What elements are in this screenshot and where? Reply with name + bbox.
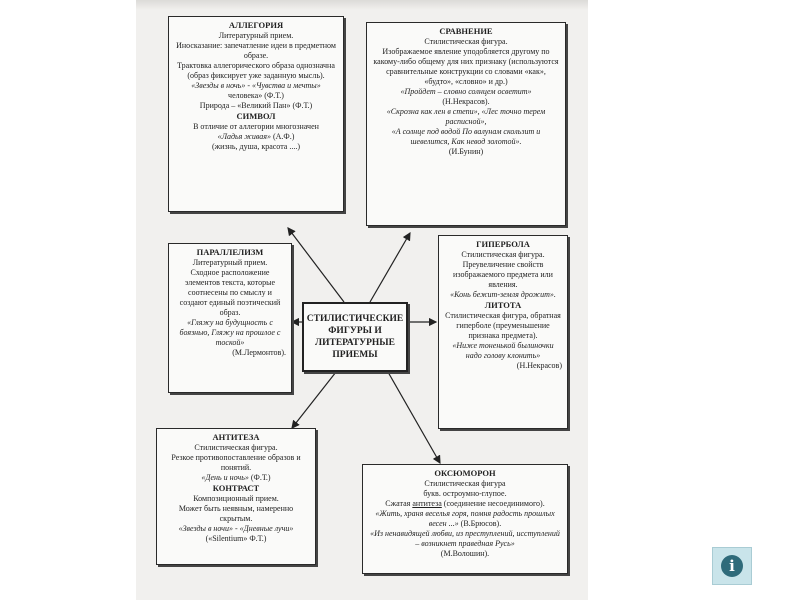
- antithesis-line-1: Стилистическая фигура.: [194, 443, 278, 452]
- parallelism-example: «Гляжу на будущность с боязнью, Гляжу на прошлое с тоской»: [179, 318, 281, 347]
- central-topic-title: СТИЛИСТИЧЕСКИЕ ФИГУРЫ И ЛИТЕРАТУРНЫЕ ПРИЕМЫ: [306, 314, 404, 360]
- arrow-to-antithesis: [292, 372, 336, 428]
- parallelism-line-2: Сходное расположение элементов текста, которые соотнесены по смыслу и создают единый поэтический образ.: [179, 268, 281, 317]
- hyperbole-box: [438, 235, 568, 429]
- symbol-line: В отличие от аллегории многозначен: [193, 122, 319, 131]
- allegory-line-1: Литературный прием.: [218, 31, 294, 40]
- oxymoron-line-3-pre: Сжатая: [385, 499, 413, 508]
- hyperbole-title: ГИПЕРБОЛА: [476, 239, 530, 249]
- antithesis-box: [156, 428, 316, 565]
- hyperbole-example: «Конь бежит-земля дрожит».: [450, 290, 556, 299]
- oxymoron-box: [362, 464, 568, 574]
- hyperbole-line-2: Преувеличение свойств изображаемого предмета или явления.: [453, 260, 553, 289]
- contrast-line-2: Может быть неявным, намеренно скрытым.: [178, 504, 294, 523]
- contrast-example: «Звезды в ночи» - «Дневные лучи»: [178, 524, 294, 533]
- oxymoron-example-1-text: «Жить, храня веселья горя, помня радость прошлых весен ...»: [375, 509, 555, 528]
- info-icon: [721, 555, 743, 577]
- symbol-title: СИМВОЛ: [236, 111, 276, 121]
- comparison-example-1-src: (Н.Некрасов).: [442, 97, 490, 106]
- contrast-title: КОНТРАСТ: [212, 483, 260, 493]
- litotes-title: ЛИТОТА: [484, 300, 522, 310]
- comparison-example-1: «Пройдет – словно солнцем осветит»: [400, 87, 532, 96]
- litotes-line-1: Стилистическая фигура, обратная гиперболе (преуменьшение признака предмета).: [445, 311, 561, 340]
- oxymoron-example-2: «Из ненавидящей любви, из преступлений, исступлений – возникнет праведная Русь»: [370, 529, 560, 548]
- contrast-example-2: («Silentium» Ф.Т.): [205, 534, 267, 543]
- hyperbole-line-1: Стилистическая фигура.: [461, 250, 545, 259]
- antithesis-example-text: «День и ночь»: [201, 473, 249, 482]
- oxymoron-line-2: букв. остроумно-глупое.: [423, 489, 507, 498]
- litotes-example: «Ниже тоненькой былиночки надо голову клонить»: [452, 341, 554, 360]
- allegory-example-1: [174, 81, 338, 91]
- arrow-to-allegory: [288, 228, 344, 302]
- contrast-line-1: Композиционный прием.: [193, 494, 279, 503]
- oxymoron-line-1: Стилистическая фигура: [424, 479, 506, 488]
- allegory-line-2: Иносказание: запечатление идеи в предметном образе.: [176, 41, 336, 60]
- comparison-box: [366, 22, 566, 226]
- arrow-to-oxymoron: [388, 372, 440, 463]
- antithesis-line-2: Резкое противопоставление образов и понятий.: [171, 453, 301, 472]
- comparison-line-2: Изображаемое явление уподобляется другому по какому-либо общему для них признаку (используются сравнительные конструкции со словами «как», «будто», «словно» и др.): [373, 47, 559, 86]
- allegory-example-1b: человека» (Ф.Т.): [228, 91, 284, 100]
- oxymoron-title: ОКСЮМОРОН: [434, 468, 496, 478]
- info-button[interactable]: [712, 547, 752, 585]
- antithesis-example: [162, 473, 310, 483]
- symbol-example-text: «Ладья живая»: [217, 132, 271, 141]
- oxymoron-line-3-post: (соединение несоединимого).: [441, 499, 545, 508]
- parallelism-title: ПАРАЛЛЕЛИЗМ: [196, 247, 264, 257]
- parallelism-box: [168, 243, 292, 393]
- symbol-tail: (жизнь, душа, красота ....): [211, 142, 301, 151]
- allegory-example-1-text: «Звезды в ночь» - «Чувства и мечты»: [191, 81, 321, 90]
- antithesis-example-src: (Ф.Т.): [250, 473, 271, 482]
- arrow-to-comparison: [370, 233, 410, 302]
- litotes-src: (Н.Некрасов): [516, 361, 562, 370]
- comparison-title: СРАВНЕНИЕ: [439, 26, 493, 36]
- oxymoron-example-2-src: (М.Волошин).: [440, 549, 490, 558]
- central-topic-box: [302, 302, 408, 372]
- parallelism-line-1: Литературный прием.: [192, 258, 268, 267]
- info-icon-glyph: i: [729, 557, 735, 575]
- symbol-example-src: (А.Ф.): [272, 132, 295, 141]
- comparison-line-1: Стилистическая фигура.: [424, 37, 508, 46]
- oxymoron-example-1-src: (В.Брюсов).: [460, 519, 502, 528]
- parallelism-example-src: (М.Лермонтов).: [232, 348, 286, 357]
- allegory-title: АЛЛЕГОРИЯ: [228, 20, 284, 30]
- allegory-example-2: Природа – «Великий Пан» (Ф.Т.): [199, 101, 313, 110]
- oxymoron-line-3-term: антитеза: [412, 499, 442, 508]
- comparison-example-3: «А солнце под водой По валунам скользит и шевелится, Как невод золотой».: [391, 127, 541, 146]
- antithesis-title: АНТИТЕЗА: [212, 432, 260, 442]
- comparison-example-3-src: (И.Бунин): [448, 147, 484, 156]
- allegory-box: [168, 16, 344, 212]
- comparison-example-2: «Скрозна как лен в степи», «Лес точно терем расписной»,: [386, 107, 546, 126]
- symbol-example: [174, 132, 338, 142]
- allegory-line-3: Трактовка аллегорического образа однозначна (образ фиксирует уже заданную мысль).: [177, 61, 335, 80]
- oxymoron-example-1: [368, 509, 562, 529]
- oxymoron-line-3: [368, 499, 562, 509]
